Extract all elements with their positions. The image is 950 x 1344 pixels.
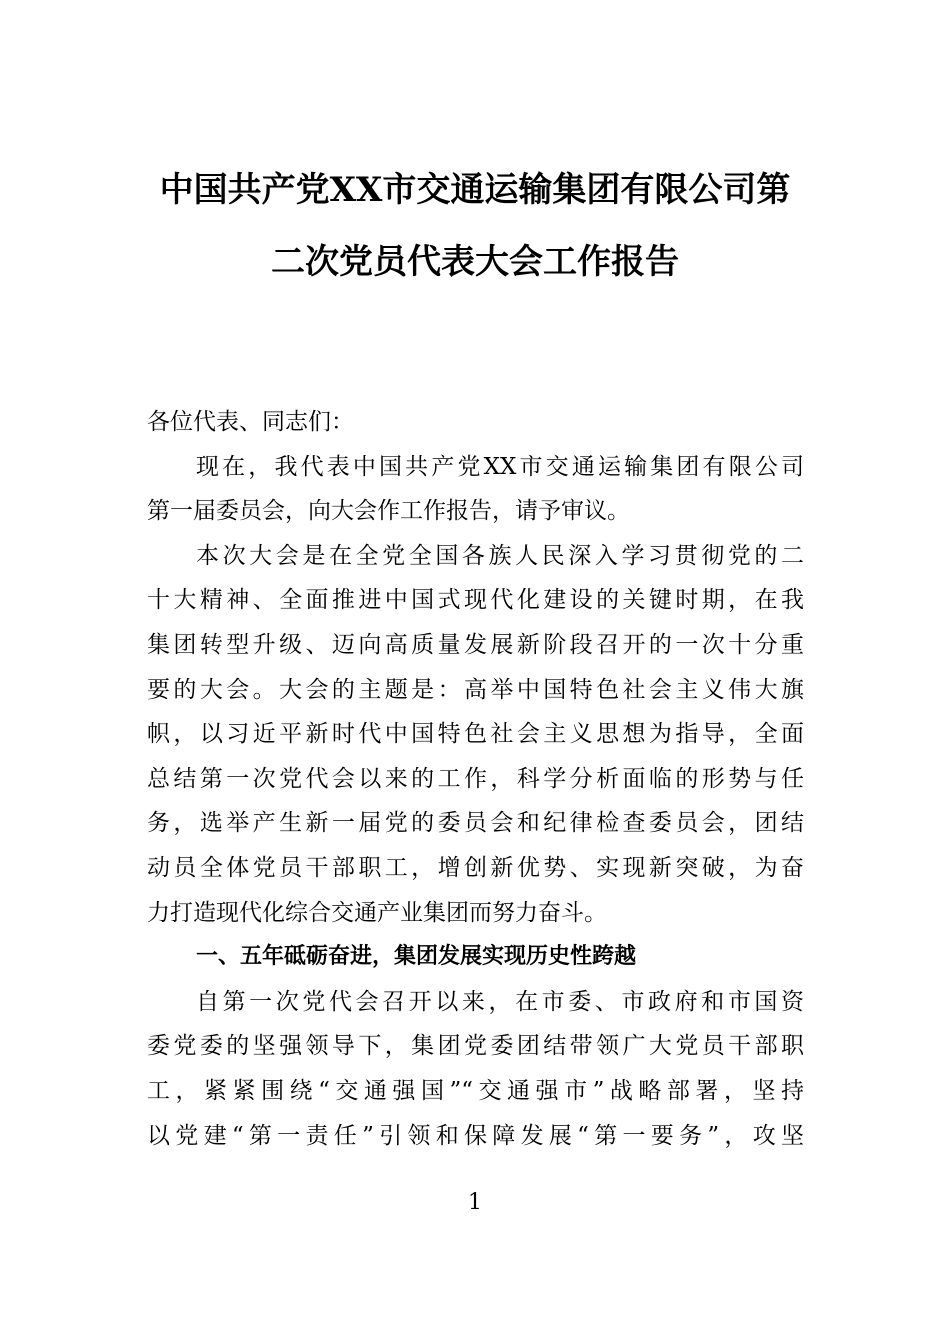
- paragraph-line: 动员全体党员干部职工，增创新优势、实现新突破，为奋: [147, 854, 804, 881]
- paragraph-line: 第一届委员会，向大会作工作报告，请予审议。: [147, 498, 630, 525]
- paragraph-line: 要的大会。大会的主题是：高举中国特色社会主义伟大旗: [147, 676, 804, 703]
- paragraph-line: 自第一次党代会召开以来，在市委、市政府和市国资: [196, 988, 804, 1015]
- paragraph-2: [147, 534, 804, 935]
- paragraph-line: 委党委的坚强领导下，集团党委团结带领广大党员干部职: [147, 1033, 804, 1060]
- paragraph-line: 本次大会是在全党全国各族人民深入学习贯彻党的二: [196, 542, 804, 569]
- paragraph-line: 集团转型升级、迈向高质量发展新阶段召开的一次十分重: [147, 631, 804, 658]
- document-title-line-2: 二次党员代表大会工作报告: [271, 242, 679, 282]
- paragraph-line: 帜，以习近平新时代中国特色社会主义思想为指导，全面: [147, 721, 804, 748]
- document-title-line-1: 中国共产党XX市交通运输集团有限公司第: [159, 170, 791, 210]
- paragraph-1: [147, 445, 804, 534]
- paragraph-line: 务，选举产生新一届党的委员会和纪律检查委员会，团结: [147, 810, 804, 837]
- paragraph-line: 十大精神、全面推进中国式现代化建设的关键时期，在我: [147, 587, 804, 614]
- paragraph-line: 现在，我代表中国共产党XX市交通运输集团有限公司: [196, 453, 804, 480]
- section-heading: 一、五年砥砺奋进，集团发展实现历史性跨越: [196, 944, 637, 970]
- paragraph-3: [147, 980, 804, 1158]
- paragraph-line: 力打造现代化综合交通产业集团而努力奋斗。: [147, 899, 607, 926]
- paragraph-line: 工，紧紧围绕“交通强国”“交通强市”战略部署，坚持: [147, 1077, 804, 1104]
- paragraph-line: 以党建“第一责任”引领和保障发展“第一要务”，攻坚: [147, 1122, 804, 1149]
- salutation: 各位代表、同志们：: [147, 409, 354, 435]
- page-number: 1: [468, 1190, 482, 1215]
- paragraph-line: 总结第一次党代会以来的工作，科学分析面临的形势与任: [147, 765, 804, 792]
- document-body: [147, 400, 804, 1158]
